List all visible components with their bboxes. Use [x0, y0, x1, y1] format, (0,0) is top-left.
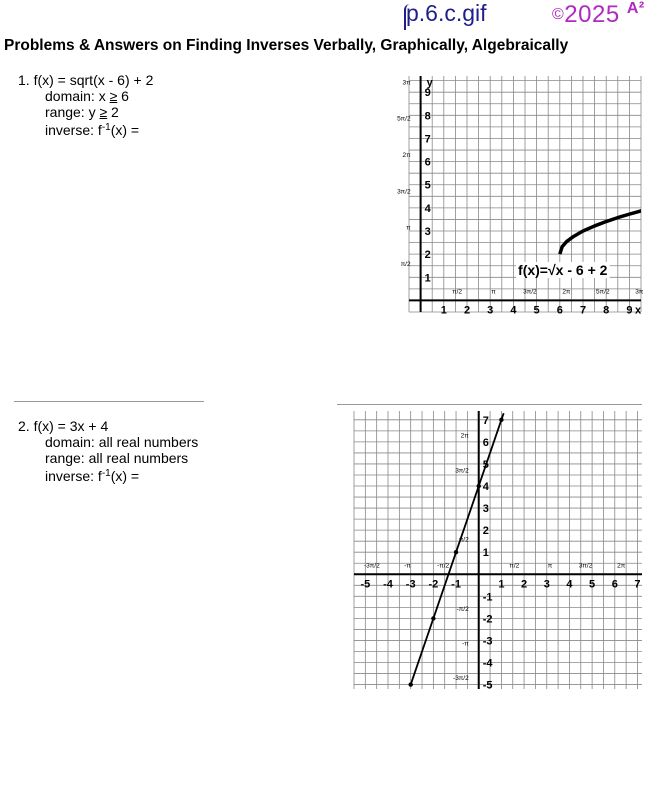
x-tick-label: -4 — [383, 578, 393, 591]
problem-2 — [18, 418, 198, 484]
x-pi-tick-label: π — [491, 288, 496, 296]
x-pi-tick-label: -π/2 — [437, 562, 450, 570]
x-tick-label: 5 — [589, 578, 596, 591]
data-point — [477, 484, 481, 488]
y-tick-label: 7 — [424, 133, 431, 146]
y-pi-tick-label: π/2 — [458, 536, 469, 544]
x-pi-tick-label: π — [547, 562, 553, 570]
x-tick-label: -1 — [451, 578, 461, 591]
x-pi-tick-label: 3π — [635, 288, 644, 296]
x-axis-label: x — [635, 304, 642, 317]
y-tick-label: 3 — [424, 226, 431, 239]
x-tick-label: 1 — [440, 304, 447, 317]
y-tick-label: 8 — [424, 110, 431, 123]
x-pi-tick-label: 2π — [617, 562, 626, 570]
y-tick-label: 3 — [482, 503, 489, 516]
x-tick-label: 7 — [634, 578, 641, 591]
y-tick-label: 1 — [482, 547, 489, 560]
x-pi-tick-label: 3π/2 — [523, 288, 537, 296]
file-name: p.6.c.gif — [406, 0, 487, 26]
problem-1-range: range: y ≥ 2 — [45, 104, 119, 120]
problem-2-range: range: all real numbers — [45, 450, 189, 466]
x-pi-tick-label: 2π — [562, 288, 571, 296]
x-pi-tick-label: π/2 — [509, 562, 520, 570]
graph-2 — [350, 405, 645, 695]
y-axis-label: y — [426, 77, 433, 89]
y-pi-tick-label: 3π — [402, 79, 411, 87]
y-tick-label: 2 — [482, 525, 489, 538]
y-pi-tick-label: 2π — [402, 152, 411, 160]
x-tick-label: 6 — [611, 578, 618, 591]
y-tick-label: 4 — [482, 481, 489, 494]
y-tick-label: -5 — [482, 679, 493, 692]
x-tick-label: 4 — [510, 304, 517, 317]
data-point — [499, 418, 503, 422]
data-point — [408, 682, 412, 686]
copyright-tag: A² — [626, 0, 645, 17]
y-tick-label: 5 — [482, 458, 489, 471]
problem-1-domain: domain: x ≥ 6 — [45, 88, 129, 104]
page-title: Problems & Answers on Finding Inverses Verbally, Graphically, Algebraically — [4, 37, 569, 54]
y-pi-tick-label: 5π/2 — [397, 115, 411, 123]
y-tick-label: 6 — [424, 156, 431, 169]
problem-1-inverse: inverse: $f^{-1}(x)$ = — [45, 122, 140, 138]
x-tick-label: 8 — [603, 304, 610, 317]
x-tick-label: 3 — [543, 578, 550, 591]
y-pi-tick-label: 3π/2 — [455, 467, 469, 475]
y-pi-tick-label: -π — [462, 640, 469, 648]
copyright-symbol: © — [552, 6, 565, 23]
y-tick-label: -4 — [482, 657, 493, 670]
x-pi-tick-label: -π — [404, 562, 411, 570]
y-tick-label: 9 — [424, 87, 431, 100]
copyright-year: 2025 — [564, 1, 620, 28]
x-tick-label: 6 — [556, 304, 563, 317]
separator-left — [14, 401, 204, 402]
y-tick-label: 7 — [482, 414, 489, 427]
data-point — [431, 616, 435, 620]
y-pi-tick-label: π/2 — [400, 261, 411, 269]
x-tick-label: 2 — [463, 304, 471, 317]
problem-2-domain: domain: all real numbers — [45, 434, 199, 450]
y-pi-tick-label: π — [406, 224, 411, 232]
x-tick-label: -2 — [428, 578, 439, 591]
y-tick-label: 1 — [424, 272, 431, 285]
x-pi-tick-label: 3π/2 — [578, 562, 593, 570]
problem-2-heading: 2. f(x) = 3x + 4 — [18, 418, 109, 434]
y-tick-label: 4 — [424, 202, 431, 215]
y-tick-label: -3 — [482, 635, 493, 648]
x-tick-label: -5 — [360, 578, 371, 591]
y-pi-tick-label: 2π — [460, 432, 469, 440]
problem-1 — [18, 72, 153, 138]
y-pi-tick-label: -π/2 — [456, 605, 469, 613]
x-tick-label: 2 — [521, 578, 528, 591]
problem-1-heading: 1. f(x) = sqrt(x - 6) + 2 — [18, 72, 154, 88]
y-tick-label: -1 — [482, 591, 493, 604]
y-pi-tick-label: -3π/2 — [453, 675, 469, 683]
x-tick-label: 1 — [498, 578, 505, 591]
graph-1 — [395, 70, 645, 320]
y-tick-label: 6 — [482, 436, 489, 449]
x-pi-tick-label: 5π/2 — [596, 288, 610, 296]
x-tick-label: 9 — [626, 304, 633, 317]
function-label: f(x)=√x - 6 + 2 — [518, 261, 608, 278]
x-tick-label: 5 — [533, 304, 540, 317]
x-pi-tick-label: π/2 — [452, 288, 462, 296]
data-point — [454, 550, 458, 554]
copyright-mark — [552, 0, 645, 29]
y-pi-tick-label: 3π/2 — [397, 188, 411, 196]
x-tick-label: 4 — [566, 578, 573, 591]
y-tick-label: -2 — [482, 613, 493, 626]
x-tick-label: 7 — [579, 304, 587, 317]
y-tick-label: 2 — [424, 249, 431, 262]
y-tick-label: 5 — [424, 179, 431, 192]
x-pi-tick-label: -3π/2 — [364, 562, 380, 570]
problem-2-inverse: inverse: $f^{-1}(x)$ = — [45, 468, 140, 484]
x-tick-label: 3 — [487, 304, 494, 317]
x-tick-label: -3 — [405, 578, 416, 591]
